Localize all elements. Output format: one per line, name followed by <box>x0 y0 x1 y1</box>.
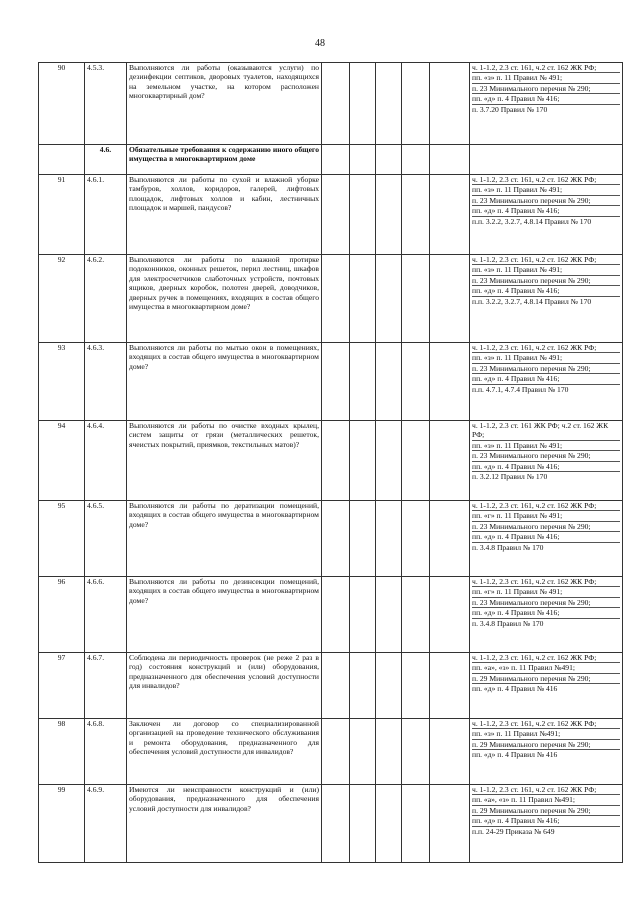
reference-line: пп. «з» п. 11 Правил № 491; <box>472 265 620 275</box>
answer-cell <box>322 653 350 719</box>
row-number: 93 <box>39 343 85 421</box>
answer-cell <box>322 175 350 255</box>
reference-line: п. 3.4.8 Правил № 170 <box>472 618 544 628</box>
legal-references <box>470 421 623 501</box>
table-row <box>39 255 623 343</box>
legal-references <box>470 63 623 145</box>
answer-cell <box>402 719 430 785</box>
reference-line: пп. «г» п. 11 Правил № 491; <box>472 587 620 597</box>
answer-cell <box>402 255 430 343</box>
reference-line: п.п. 4.7.1, 4.7.4 Правил № 170 <box>472 384 569 394</box>
question-text: Выполняются ли работы по мытью окон в помещениях, входящих в состав общего имущества в многоквартирном доме? <box>127 343 322 421</box>
answer-cell <box>322 785 350 863</box>
reference-line: пп. «з» п. 11 Правил № 491; <box>472 185 620 195</box>
legal-references <box>470 501 623 577</box>
answer-cell <box>322 63 350 145</box>
question-text: Выполняются ли работы (оказываются услуги) по дезинфекции септиков, дворовых туалетов, находящихся на земельном участке, на котором расположен многоквартирный дом? <box>127 63 322 145</box>
question-text: Имеются ли неисправности конструкций и (или) оборудования, предназначенного для обеспечения условий доступности для инвалидов? <box>127 785 322 863</box>
answer-cell <box>376 175 402 255</box>
reference-line: п. 29 Минимального перечня № 290; <box>472 806 620 816</box>
legal-references <box>470 255 623 343</box>
answer-cell <box>402 785 430 863</box>
reference-line: пп. «д» п. 4 Правил № 416; <box>472 816 620 826</box>
row-number: 99 <box>39 785 85 863</box>
answer-cell <box>350 343 376 421</box>
answer-cell <box>350 719 376 785</box>
requirement-code: 4.6.3. <box>85 343 127 421</box>
answer-cell <box>376 577 402 653</box>
answer-cell <box>402 63 430 145</box>
answer-cell <box>402 343 430 421</box>
reference-line: пп. «д» п. 4 Правил № 416; <box>472 206 620 216</box>
reference-line: пп. «з» п. 11 Правил № 491; <box>472 353 620 363</box>
reference-line: пп. «д» п. 4 Правил № 416 <box>472 684 558 694</box>
answer-cell <box>376 255 402 343</box>
answer-cell <box>350 63 376 145</box>
answer-cell <box>402 175 430 255</box>
checklist-table-body <box>39 63 623 863</box>
answer-cell <box>402 653 430 719</box>
answer-cell <box>430 501 470 577</box>
reference-line: п. 23 Минимального перечня № 290; <box>472 276 620 286</box>
requirement-code: 4.6.9. <box>85 785 127 863</box>
answer-cell <box>430 343 470 421</box>
requirement-code: 4.6. <box>85 145 127 175</box>
answer-cell <box>350 577 376 653</box>
answer-cell <box>350 421 376 501</box>
answer-cell <box>376 653 402 719</box>
answer-cell <box>402 577 430 653</box>
requirement-code: 4.5.3. <box>85 63 127 145</box>
answer-cell <box>430 175 470 255</box>
answer-cell <box>350 785 376 863</box>
answer-cell <box>430 785 470 863</box>
row-number: 94 <box>39 421 85 501</box>
question-text: Заключен ли договор со специализированной организацией на проведение технического обслуживания и ремонта оборудования, предназначенного для обеспечения условий доступности для инвалидов? <box>127 719 322 785</box>
reference-line: п. 3.7.20 Правил № 170 <box>472 104 548 114</box>
reference-line: ч. 1-1.2, 2.3 ст. 161, ч.2 ст. 162 ЖК РФ; <box>472 653 620 663</box>
table-row <box>39 577 623 653</box>
answer-cell <box>430 653 470 719</box>
table-row <box>39 719 623 785</box>
row-number: 95 <box>39 501 85 577</box>
reference-line: пп. «а», «з» п. 11 Правил №491; <box>472 663 620 673</box>
row-number: 91 <box>39 175 85 255</box>
reference-line: пп. «д» п. 4 Правил № 416; <box>472 608 620 618</box>
answer-cell <box>376 63 402 145</box>
reference-line: пп. «д» п. 4 Правил № 416; <box>472 532 620 542</box>
answer-cell <box>322 501 350 577</box>
legal-references <box>470 145 623 175</box>
answer-cell <box>430 63 470 145</box>
row-number: 98 <box>39 719 85 785</box>
answer-cell <box>350 653 376 719</box>
requirement-code: 4.6.8. <box>85 719 127 785</box>
question-text: Выполняются ли работы по дератизации помещений, входящих в состав общего имущества в многоквартирном доме? <box>127 501 322 577</box>
requirement-code: 4.6.2. <box>85 255 127 343</box>
reference-line: ч. 1-1.2, 2.3 ст. 161 ЖК РФ; ч.2 ст. 162 ЖК РФ; <box>472 421 620 441</box>
requirement-code: 4.6.1. <box>85 175 127 255</box>
reference-line: п. 3.2.12 Правил № 170 <box>472 472 548 482</box>
reference-line: п. 23 Минимального перечня № 290; <box>472 196 620 206</box>
row-number: 96 <box>39 577 85 653</box>
reference-line: ч. 1-1.2, 2.3 ст. 161, ч.2 ст. 162 ЖК РФ; <box>472 255 620 265</box>
reference-line: ч. 1-1.2, 2.3 ст. 161, ч.2 ст. 162 ЖК РФ; <box>472 719 620 729</box>
reference-line: п.п. 24-29 Приказа № 649 <box>472 826 555 836</box>
answer-cell <box>430 719 470 785</box>
legal-references <box>470 653 623 719</box>
answer-cell <box>402 501 430 577</box>
reference-line: пп. «д» п. 4 Правил № 416; <box>472 462 620 472</box>
reference-line: п.п. 3.2.2, 3.2.7, 4.8.14 Правил № 170 <box>472 216 592 226</box>
reference-line: пп. «з» п. 11 Правил № 491; <box>472 73 620 83</box>
reference-line: ч. 1-1.2, 2.3 ст. 161, ч.2 ст. 162 ЖК РФ; <box>472 785 620 795</box>
reference-line: пп. «а», «з» п. 11 Правил №491; <box>472 795 620 805</box>
legal-references <box>470 719 623 785</box>
table-row <box>39 343 623 421</box>
answer-cell <box>322 577 350 653</box>
reference-line: пп. «д» п. 4 Правил № 416; <box>472 94 620 104</box>
legal-references <box>470 175 623 255</box>
row-number <box>39 145 85 175</box>
answer-cell <box>322 145 350 175</box>
answer-cell <box>376 501 402 577</box>
table-row <box>39 63 623 145</box>
question-text: Выполняются ли работы по дезинсекции помещений, входящих в состав общего имущества в многоквартирном доме? <box>127 577 322 653</box>
answer-cell <box>350 175 376 255</box>
answer-cell <box>376 785 402 863</box>
reference-line: п.п. 3.2.2, 3.2.7, 4.8.14 Правил № 170 <box>472 296 592 306</box>
requirement-code: 4.6.5. <box>85 501 127 577</box>
answer-cell <box>376 421 402 501</box>
requirement-code: 4.6.4. <box>85 421 127 501</box>
reference-line: п. 29 Минимального перечня № 290; <box>472 740 620 750</box>
reference-line: пп. «з» п. 11 Правил № 491; <box>472 441 620 451</box>
answer-cell <box>430 145 470 175</box>
question-text: Выполняются ли работы по влажной протирке подоконников, оконных решеток, перил лестниц, шкафов для электросчетчиков слаботочных устройств, почтовых ящиков, дверных коробок, полотен дверей, доводчиков, дверных ручек в помещениях, входящих в состав общего имущества в многоквартирном доме? <box>127 255 322 343</box>
table-row <box>39 421 623 501</box>
reference-line: п. 23 Минимального перечня № 290; <box>472 522 620 532</box>
reference-line: ч. 1-1.2, 2.3 ст. 161, ч.2 ст. 162 ЖК РФ; <box>472 577 620 587</box>
answer-cell <box>376 719 402 785</box>
answer-cell <box>322 719 350 785</box>
reference-line: ч. 1-1.2, 2.3 ст. 161, ч.2 ст. 162 ЖК РФ; <box>472 343 620 353</box>
row-number: 92 <box>39 255 85 343</box>
legal-references <box>470 785 623 863</box>
answer-cell <box>402 145 430 175</box>
answer-cell <box>430 255 470 343</box>
answer-cell <box>350 145 376 175</box>
question-text: Выполняются ли работы по очистке входных крылец, систем защиты от грязи (металлических решеток, ячеистых покрытий, приямков, текстильных матов)? <box>127 421 322 501</box>
checklist-table <box>38 62 623 863</box>
reference-line: п. 23 Минимального перечня № 290; <box>472 598 620 608</box>
answer-cell <box>322 255 350 343</box>
question-text: Выполняются ли работы по сухой и влажной уборке тамбуров, холлов, коридоров, галерей, лифтовых площадок, лифтовых холлов и кабин, лестничных площадок и маршей, пандусов? <box>127 175 322 255</box>
reference-line: п. 3.4.8 Правил № 170 <box>472 542 544 552</box>
answer-cell <box>376 343 402 421</box>
legal-references <box>470 343 623 421</box>
reference-line: пп. «д» п. 4 Правил № 416; <box>472 286 620 296</box>
reference-line: пп. «з» п. 11 Правил №491; <box>472 729 620 739</box>
answer-cell <box>402 421 430 501</box>
reference-line: п. 23 Минимального перечня № 290; <box>472 451 620 461</box>
answer-cell <box>322 421 350 501</box>
reference-line: п. 23 Минимального перечня № 290; <box>472 84 620 94</box>
answer-cell <box>350 255 376 343</box>
answer-cell <box>350 501 376 577</box>
section-header-row <box>39 145 623 175</box>
page-number: 48 <box>315 38 325 49</box>
table-row <box>39 785 623 863</box>
answer-cell <box>376 145 402 175</box>
table-row <box>39 653 623 719</box>
reference-line: ч. 1-1.2, 2.3 ст. 161, ч.2 ст. 162 ЖК РФ; <box>472 175 620 185</box>
legal-references <box>470 577 623 653</box>
reference-line: пп. «д» п. 4 Правил № 416 <box>472 750 558 760</box>
answer-cell <box>322 343 350 421</box>
requirement-code: 4.6.7. <box>85 653 127 719</box>
reference-line: пп. «д» п. 4 Правил № 416; <box>472 374 620 384</box>
table-row <box>39 175 623 255</box>
question-text: Соблюдена ли периодичность проверок (не реже 2 раз в год) состояния конструкций и (или) оборудования, предназначенного для обеспечения условий доступности для инвалидов? <box>127 653 322 719</box>
reference-line: п. 23 Минимального перечня № 290; <box>472 364 620 374</box>
answer-cell <box>430 577 470 653</box>
reference-line: пп. «г» п. 11 Правил № 491; <box>472 511 620 521</box>
requirement-code: 4.6.6. <box>85 577 127 653</box>
reference-line: п. 29 Минимального перечня № 290; <box>472 674 620 684</box>
reference-line: ч. 1-1.2, 2.3 ст. 161, ч.2 ст. 162 ЖК РФ; <box>472 501 620 511</box>
row-number: 97 <box>39 653 85 719</box>
answer-cell <box>430 421 470 501</box>
row-number: 90 <box>39 63 85 145</box>
section-title: Обязательные требования к содержанию иного общего имущества в многоквартирном доме <box>127 145 322 175</box>
table-row <box>39 501 623 577</box>
reference-line: ч. 1-1.2, 2.3 ст. 161, ч.2 ст. 162 ЖК РФ; <box>472 63 620 73</box>
